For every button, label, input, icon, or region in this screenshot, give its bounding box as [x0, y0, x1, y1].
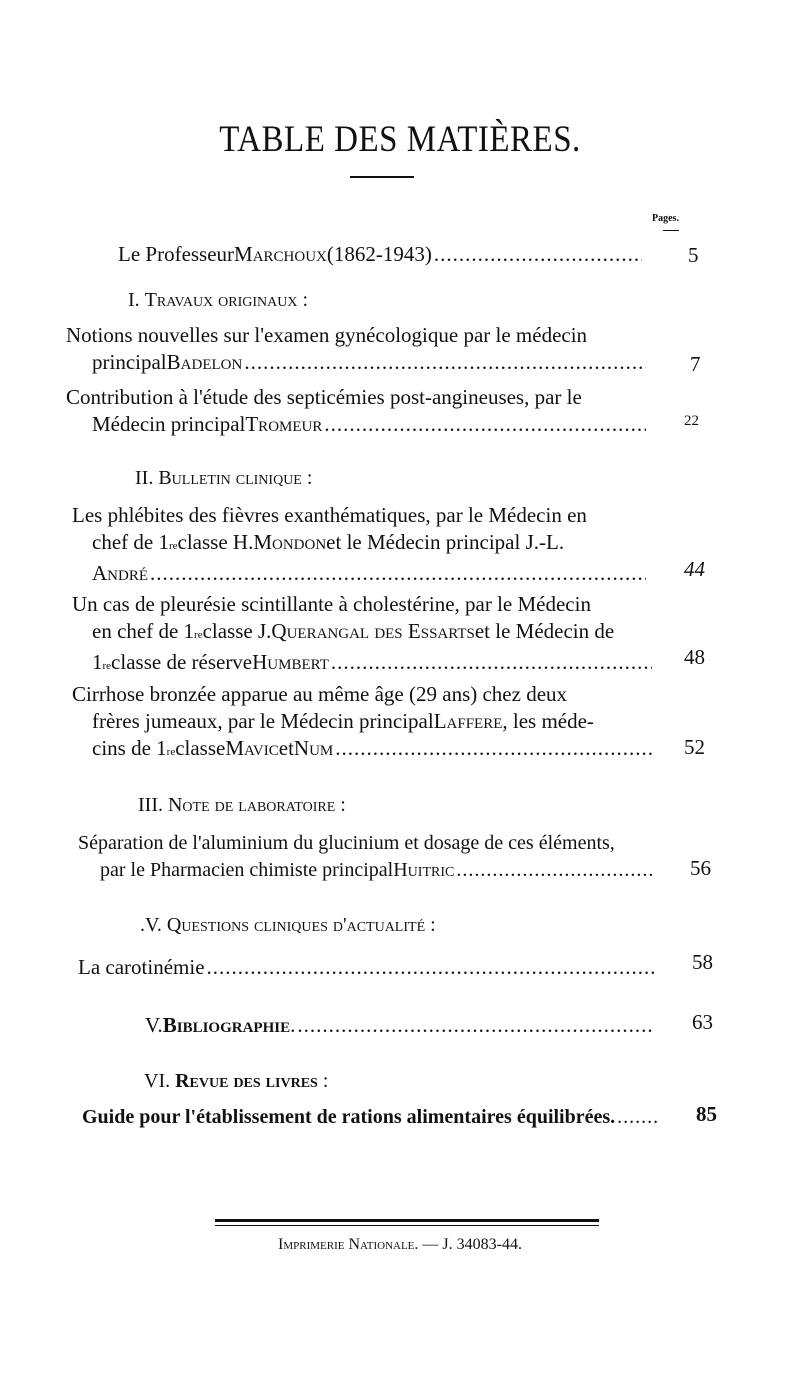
footer-rule-thick — [215, 1219, 599, 1222]
author-name: Mavic — [225, 736, 279, 760]
toc-entry-tromeur[interactable]: Contribution à l'étude des septicémies post-angineuses, par le Médecin principal Tromeur ..... — [66, 384, 646, 438]
author-name: Mondon — [253, 530, 327, 554]
page-number: 58 — [692, 950, 713, 974]
footer-rule-thin — [215, 1225, 599, 1226]
toc-entry-marchoux[interactable]: Le Professeur Marchoux (1862-1943) ..... — [118, 241, 642, 268]
leader-dots — [150, 560, 646, 587]
author-name: Badelon — [166, 350, 243, 374]
leader-dots — [297, 1012, 655, 1039]
page-number: 56 — [690, 856, 711, 880]
leader-dots — [617, 1104, 658, 1131]
leader-dots — [244, 349, 646, 376]
author-name: Marchoux — [234, 242, 327, 266]
section-heading-6: VI. Revue des livres : — [144, 1070, 329, 1092]
page-title: TABLE DES MATIÈRES. — [219, 119, 581, 161]
leader-dots — [434, 241, 642, 268]
author-name: André — [92, 561, 148, 585]
toc-entry-querangal[interactable]: Un cas de pleurésie scintillante à cholestérine, par le Médecin en chef de 1 re classe J. Querangal des Essarts et le Médecin de 1 re classe de réserve Humbert ..... — [72, 591, 652, 680]
page-number: 63 — [692, 1010, 713, 1034]
author-name: Huitric — [393, 859, 455, 881]
section-heading-1: I. Travaux originaux : — [128, 289, 309, 311]
author-name: Num — [293, 736, 334, 760]
toc-entry-bibliographie[interactable]: V. Bibliographie . ..... — [145, 1012, 655, 1039]
toc-entry-huitric[interactable]: Séparation de l'aluminium du glucinium et dosage de ces éléments, par le Pharmacien chimiste principal Huitric ..... — [78, 830, 654, 884]
leader-dots — [331, 649, 652, 676]
leader-dots — [456, 857, 654, 884]
author-name: Laffere — [433, 709, 503, 733]
page-number: 52 — [684, 735, 705, 759]
title-rule — [350, 176, 414, 178]
toc-entry-laffere[interactable]: Cirrhose bronzée apparue au même âge (29 ans) chez deux frères jumeaux, par le Médecin principal Laffere , les méde- cins de 1 re classe Mavic et Num ..... — [72, 681, 652, 766]
page-number: 48 — [684, 645, 705, 669]
printer-imprint: Imprimerie Nationale. — J. 34083-44. — [278, 1236, 522, 1253]
toc-entry-badelon[interactable]: Notions nouvelles sur l'examen gynécologique par le médecin principal Badelon ..... — [66, 322, 646, 376]
section-heading-4: .V. Questions cliniques d'actualité : — [140, 914, 436, 936]
section-heading-3: III. Note de laboratoire : — [138, 794, 346, 816]
leader-dots — [335, 735, 652, 762]
author-name: Querangal des Essarts — [271, 619, 475, 643]
author-name: Tromeur — [245, 412, 323, 436]
toc-entry-mondon[interactable]: Les phlébites des fièvres exanthématiques, par le Médecin en chef de 1 re classe H. Mondon et le Médecin principal J.-L. André ..... — [72, 502, 646, 587]
page-number: 5 — [688, 243, 699, 267]
page-number: 22 — [684, 413, 699, 429]
author-name: Humbert — [252, 650, 329, 674]
page-number: 44 — [684, 557, 705, 581]
toc-entry-carotinemie[interactable]: La carotinémie ..... — [78, 954, 654, 981]
leader-dots — [324, 411, 646, 438]
pages-column-label: Pages. — [652, 213, 679, 224]
toc-entry-guide[interactable]: Guide pour l'établissement de rations alimentaires équilibrées. ..... — [82, 1104, 658, 1131]
section-heading-2: II. Bulletin clinique : — [135, 467, 313, 489]
leader-dots — [207, 954, 654, 981]
page-number: 7 — [690, 352, 701, 376]
page-number: 85 — [696, 1102, 717, 1126]
pages-rule — [663, 230, 679, 231]
